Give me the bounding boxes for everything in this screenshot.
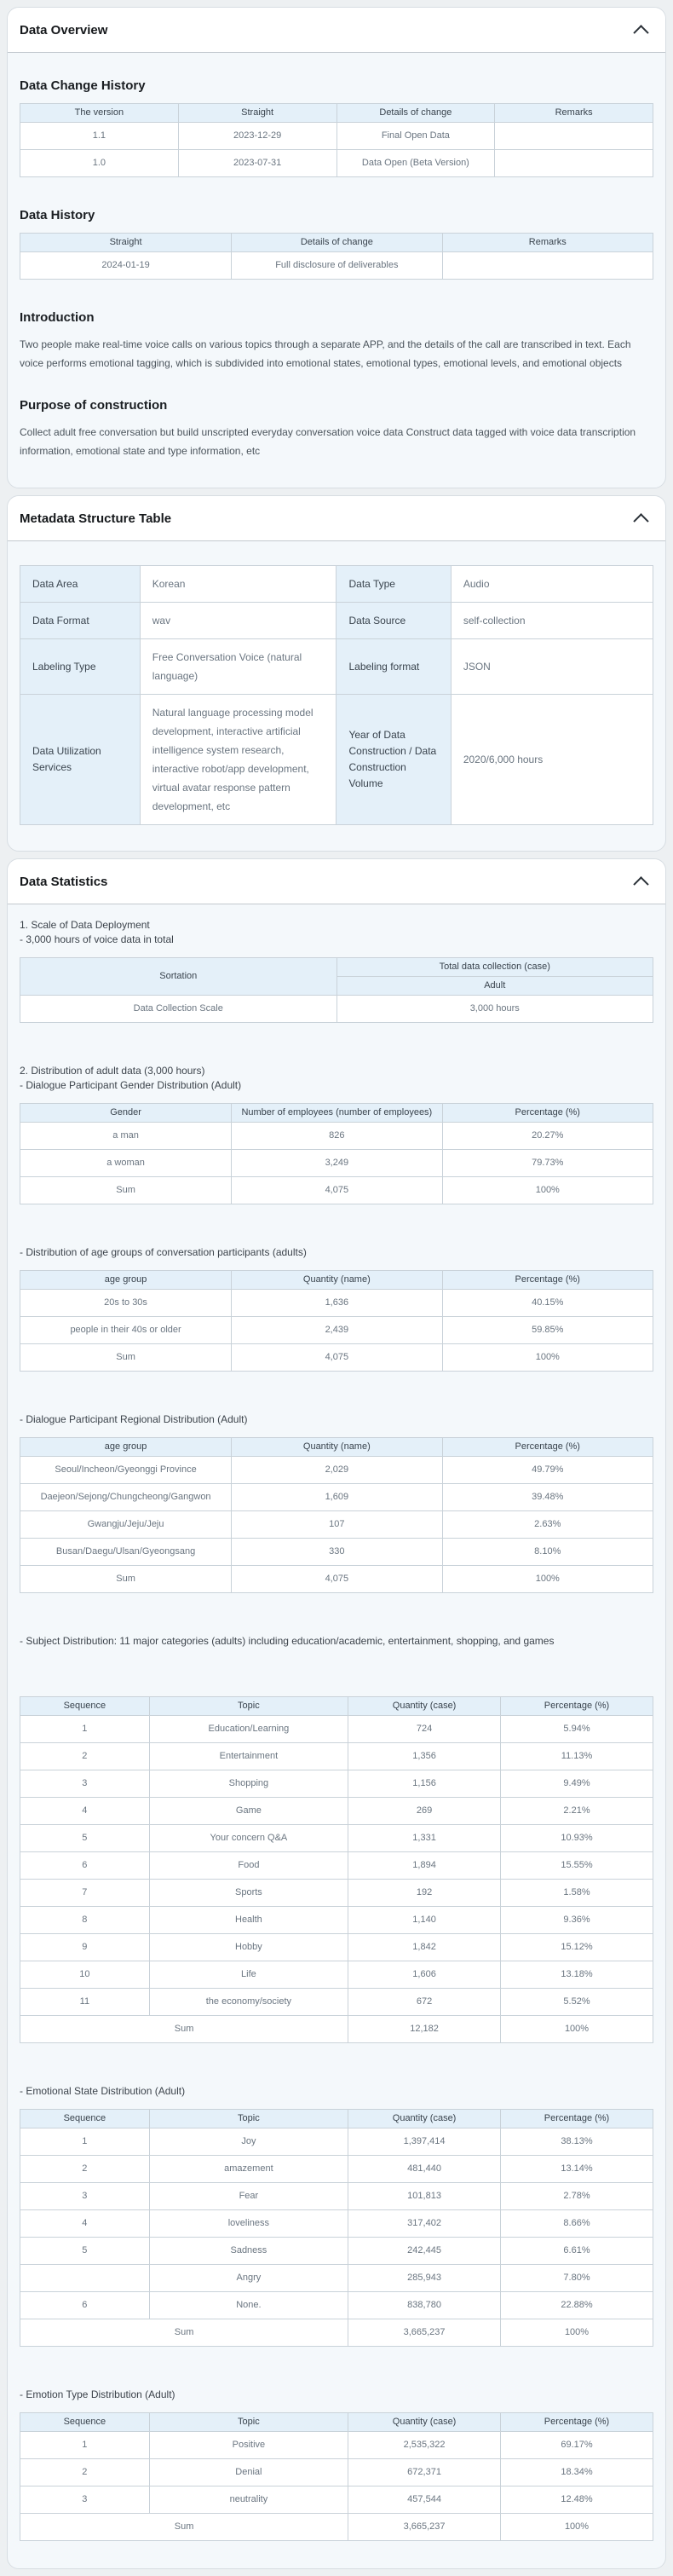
data-cell: 481,440	[348, 2156, 501, 2183]
change-history-heading: Data Change History	[20, 78, 146, 93]
data-cell: a woman	[20, 1150, 232, 1177]
metadata-header[interactable]	[8, 496, 665, 541]
data-cell: wav	[140, 603, 336, 639]
data-cell: 2024-01-19	[20, 252, 232, 280]
table-row	[20, 1566, 653, 1593]
table-row	[20, 104, 653, 123]
table-row	[20, 2016, 653, 2043]
data-cell: 15.55%	[501, 1852, 653, 1880]
data-cell: Game	[149, 1798, 348, 1825]
data-cell: 285,943	[348, 2265, 501, 2292]
header-cell: Total data collection (case)	[336, 958, 653, 977]
table-row	[20, 123, 653, 150]
data-cell: 10.93%	[501, 1825, 653, 1852]
data-overview-section	[7, 7, 666, 488]
table-row	[20, 1934, 653, 1961]
table-row	[20, 566, 653, 603]
data-cell: 1,356	[348, 1743, 501, 1770]
data-cell: 4,075	[232, 1344, 442, 1372]
metadata-body	[8, 541, 665, 851]
data-cell: 18.34%	[501, 2459, 653, 2486]
data-cell: 15.12%	[501, 1934, 653, 1961]
chevron-up-icon[interactable]	[633, 876, 648, 892]
data-cell: None.	[149, 2292, 348, 2319]
header-cell: Number of employees (number of employees)	[232, 1104, 442, 1123]
distribution-heading: 2. Distribution of adult data (3,000 hours)	[20, 1065, 205, 1077]
data-cell: 1.1	[20, 123, 179, 150]
table-row	[20, 1825, 653, 1852]
data-statistics-body	[8, 904, 665, 2568]
data-cell: 59.85%	[442, 1317, 653, 1344]
data-cell: 11	[20, 1989, 150, 2016]
data-cell: 3,000 hours	[336, 996, 653, 1023]
table-row	[20, 1123, 653, 1150]
data-cell: Korean	[140, 566, 336, 603]
data-cell: 1,636	[232, 1290, 442, 1317]
data-statistics-header[interactable]	[8, 859, 665, 904]
table-row	[20, 2238, 653, 2265]
table-row	[20, 2432, 653, 2459]
header-cell: Percentage (%)	[442, 1271, 653, 1290]
data-cell: 20.27%	[442, 1123, 653, 1150]
table-row	[20, 996, 653, 1023]
gender-heading: - Dialogue Participant Gender Distribution (Adult)	[20, 1079, 242, 1091]
scale-heading: 1. Scale of Data Deployment	[20, 919, 150, 931]
data-cell: neutrality	[149, 2486, 348, 2514]
table-row	[20, 2156, 653, 2183]
data-cell: 2,029	[232, 1457, 442, 1484]
data-cell: 5.94%	[501, 1716, 653, 1743]
table-row	[20, 150, 653, 177]
data-cell: 1	[20, 2432, 150, 2459]
data-cell: 2.78%	[501, 2183, 653, 2210]
data-cell: Sum	[20, 2319, 348, 2347]
data-cell: loveliness	[149, 2210, 348, 2238]
data-cell: 1	[20, 1716, 150, 1743]
data-cell: 100%	[442, 1566, 653, 1593]
header-cell: Straight	[20, 234, 232, 252]
data-cell: 330	[232, 1539, 442, 1566]
data-cell: 4	[20, 2210, 150, 2238]
header-cell: age group	[20, 1438, 232, 1457]
header-cell: Adult	[336, 977, 653, 996]
table-row	[20, 1271, 653, 1290]
section-title: Data Overview	[20, 22, 108, 38]
data-cell: 9	[20, 1934, 150, 1961]
header-cell: Gender	[20, 1104, 232, 1123]
table-row	[20, 1852, 653, 1880]
data-cell: 1.58%	[501, 1880, 653, 1907]
data-cell	[442, 252, 653, 280]
data-cell: 838,780	[348, 2292, 501, 2319]
table-row	[20, 639, 653, 695]
data-cell: 2.63%	[442, 1511, 653, 1539]
header-cell: Quantity (case)	[348, 2110, 501, 2128]
data-cell: 9.49%	[501, 1770, 653, 1798]
table-row	[20, 234, 653, 252]
table-row	[20, 1484, 653, 1511]
subject-heading: - Subject Distribution: 11 major categories (adults) including education/academic, entertainment, shopping, and games	[20, 1635, 555, 1647]
table-row	[20, 1317, 653, 1344]
table-row	[20, 2128, 653, 2156]
data-cell: 1,609	[232, 1484, 442, 1511]
header-cell: Quantity (case)	[348, 2413, 501, 2432]
emotion-type-table	[20, 2412, 653, 2541]
data-cell: 2023-07-31	[178, 150, 336, 177]
data-overview-header[interactable]	[8, 8, 665, 53]
data-cell: 1,140	[348, 1907, 501, 1934]
table-row	[20, 695, 653, 825]
data-cell: 8.10%	[442, 1539, 653, 1566]
data-cell: 242,445	[348, 2238, 501, 2265]
header-cell: Details of change	[232, 234, 442, 252]
age-table	[20, 1270, 653, 1372]
data-statistics-section	[7, 858, 666, 2569]
header-cell: Quantity (name)	[232, 1271, 442, 1290]
data-cell: Daejeon/Sejong/Chungcheong/Gangwon	[20, 1484, 232, 1511]
header-cell: The version	[20, 104, 179, 123]
data-cell: Sports	[149, 1880, 348, 1907]
data-cell: 2	[20, 2459, 150, 2486]
table-row	[20, 1438, 653, 1457]
data-cell: 20s to 30s	[20, 1290, 232, 1317]
header-cell: Straight	[178, 104, 336, 123]
data-cell	[495, 150, 653, 177]
data-cell: 457,544	[348, 2486, 501, 2514]
data-cell	[495, 123, 653, 150]
data-cell: Natural language processing model development, interactive artificial intelligence system research, interactive robot/app development, virtual avatar response pattern development, etc	[140, 695, 336, 825]
table-row	[20, 2110, 653, 2128]
data-cell: 317,402	[348, 2210, 501, 2238]
data-cell: 7.80%	[501, 2265, 653, 2292]
data-cell: 3	[20, 2486, 150, 2514]
data-cell: 5.52%	[501, 1989, 653, 2016]
emotion-state-table	[20, 2109, 653, 2347]
section-title: Data Statistics	[20, 874, 108, 889]
data-cell: 2,535,322	[348, 2432, 501, 2459]
header-cell: Percentage (%)	[442, 1438, 653, 1457]
data-cell: Data Open (Beta Version)	[336, 150, 495, 177]
scale-table	[20, 957, 653, 1023]
table-row	[20, 2292, 653, 2319]
data-cell: 724	[348, 1716, 501, 1743]
table-row	[20, 1539, 653, 1566]
table-row	[20, 2514, 653, 2541]
header-cell: Labeling format	[336, 639, 451, 695]
data-cell: Sum	[20, 2016, 348, 2043]
data-cell: Audio	[451, 566, 653, 603]
table-row	[20, 1697, 653, 1716]
data-cell: Entertainment	[149, 1743, 348, 1770]
data-cell: Education/Learning	[149, 1716, 348, 1743]
data-cell: 3	[20, 1770, 150, 1798]
data-cell: 12.48%	[501, 2486, 653, 2514]
data-cell: 101,813	[348, 2183, 501, 2210]
header-cell: Details of change	[336, 104, 495, 123]
data-cell: 2,439	[232, 1317, 442, 1344]
data-cell: 3	[20, 2183, 150, 2210]
data-cell: 8	[20, 1907, 150, 1934]
data-cell: Seoul/Incheon/Gyeonggi Province	[20, 1457, 232, 1484]
data-cell: 3,665,237	[348, 2319, 501, 2347]
chevron-up-icon[interactable]	[633, 513, 648, 528]
introduction-text: Two people make real-time voice calls on various topics through a separate APP, and the details of the call are transcribed in text. Each voice performs emotional tagging, which is subdivided into emotional states, emotional types, emotional levels, and emotional objects	[20, 338, 631, 369]
data-overview-body	[8, 53, 665, 488]
data-cell: 1,331	[348, 1825, 501, 1852]
data-cell: Hobby	[149, 1934, 348, 1961]
data-cell: 1,397,414	[348, 2128, 501, 2156]
data-cell: 1,894	[348, 1852, 501, 1880]
data-cell: 49.79%	[442, 1457, 653, 1484]
data-cell: Food	[149, 1852, 348, 1880]
data-cell: 69.17%	[501, 2432, 653, 2459]
header-cell: Topic	[149, 1697, 348, 1716]
table-row	[20, 603, 653, 639]
data-cell: Health	[149, 1907, 348, 1934]
data-cell: 6	[20, 1852, 150, 1880]
table-row	[20, 1743, 653, 1770]
table-row	[20, 252, 653, 280]
data-cell: 1,156	[348, 1770, 501, 1798]
data-cell: Life	[149, 1961, 348, 1989]
table-row	[20, 2183, 653, 2210]
data-cell: 826	[232, 1123, 442, 1150]
data-cell: the economy/society	[149, 1989, 348, 2016]
data-cell: 2023-12-29	[178, 123, 336, 150]
data-cell: Your concern Q&A	[149, 1825, 348, 1852]
header-cell: Topic	[149, 2413, 348, 2432]
data-cell: 13.18%	[501, 1961, 653, 1989]
table-row	[20, 1104, 653, 1123]
table-row	[20, 2413, 653, 2432]
table-row	[20, 1150, 653, 1177]
data-cell: 269	[348, 1798, 501, 1825]
table-row	[20, 1344, 653, 1372]
header-cell: Year of Data Construction / Data Construction Volume	[336, 695, 451, 825]
header-cell: Data Source	[336, 603, 451, 639]
data-cell: Sum	[20, 1177, 232, 1204]
header-cell: Percentage (%)	[501, 1697, 653, 1716]
data-cell: 4	[20, 1798, 150, 1825]
data-cell: 5	[20, 2238, 150, 2265]
table-row	[20, 1907, 653, 1934]
table-row	[20, 2459, 653, 2486]
table-row	[20, 1177, 653, 1204]
header-cell: Data Format	[20, 603, 141, 639]
data-cell: Sum	[20, 2514, 348, 2541]
data-cell: 107	[232, 1511, 442, 1539]
metadata-section	[7, 495, 666, 852]
data-cell: 100%	[501, 2319, 653, 2347]
data-cell: 100%	[501, 2016, 653, 2043]
data-cell: 192	[348, 1880, 501, 1907]
data-cell: people in their 40s or older	[20, 1317, 232, 1344]
age-heading: - Distribution of age groups of conversation participants (adults)	[20, 1246, 307, 1258]
header-cell: Sequence	[20, 1697, 150, 1716]
header-cell: Sequence	[20, 2110, 150, 2128]
data-cell: Busan/Daegu/Ulsan/Gyeongsang	[20, 1539, 232, 1566]
data-cell: 672,371	[348, 2459, 501, 2486]
scale-heading-block	[20, 918, 653, 947]
data-cell: 1,842	[348, 1934, 501, 1961]
data-cell: 39.48%	[442, 1484, 653, 1511]
data-cell: 11.13%	[501, 1743, 653, 1770]
data-cell: Fear	[149, 2183, 348, 2210]
table-row	[20, 1880, 653, 1907]
data-cell: 12,182	[348, 2016, 501, 2043]
header-cell: Quantity (case)	[348, 1697, 501, 1716]
data-cell: 38.13%	[501, 2128, 653, 2156]
data-cell: 3,249	[232, 1150, 442, 1177]
distribution-heading-block	[20, 1064, 653, 1093]
data-cell: 13.14%	[501, 2156, 653, 2183]
data-cell: Denial	[149, 2459, 348, 2486]
section-title: Metadata Structure Table	[20, 511, 172, 526]
table-row	[20, 1511, 653, 1539]
emotion-state-heading: - Emotional State Distribution (Adult)	[20, 2085, 186, 2097]
chevron-up-icon[interactable]	[633, 25, 648, 40]
header-cell: Percentage (%)	[442, 1104, 653, 1123]
data-cell: Positive	[149, 2432, 348, 2459]
data-cell: 10	[20, 1961, 150, 1989]
data-cell: 1	[20, 2128, 150, 2156]
data-cell: 2020/6,000 hours	[451, 695, 653, 825]
data-history-heading: Data History	[20, 208, 95, 222]
table-row	[20, 2486, 653, 2514]
table-row	[20, 1961, 653, 1989]
header-cell: Quantity (name)	[232, 1438, 442, 1457]
data-cell: 100%	[442, 1344, 653, 1372]
data-cell: 6	[20, 2292, 150, 2319]
data-cell: 1.0	[20, 150, 179, 177]
table-row	[20, 2265, 653, 2292]
data-cell: 22.88%	[501, 2292, 653, 2319]
header-cell: Percentage (%)	[501, 2110, 653, 2128]
data-cell: JSON	[451, 639, 653, 695]
data-cell: 40.15%	[442, 1290, 653, 1317]
data-cell: 3,665,237	[348, 2514, 501, 2541]
data-cell: 7	[20, 1880, 150, 1907]
header-cell: Data Type	[336, 566, 451, 603]
subject-table	[20, 1696, 653, 2043]
table-row	[20, 1798, 653, 1825]
header-cell: age group	[20, 1271, 232, 1290]
data-cell: Sadness	[149, 2238, 348, 2265]
table-row	[20, 958, 653, 977]
data-cell: Sum	[20, 1344, 232, 1372]
introduction-heading: Introduction	[20, 310, 95, 325]
region-table	[20, 1437, 653, 1593]
table-row	[20, 2210, 653, 2238]
data-cell: Sum	[20, 1566, 232, 1593]
data-cell: 79.73%	[442, 1150, 653, 1177]
header-cell: Sortation	[20, 958, 337, 996]
header-cell: Labeling Type	[20, 639, 141, 695]
header-cell: Data Utilization Services	[20, 695, 141, 825]
header-cell: Topic	[149, 2110, 348, 2128]
header-cell: Remarks	[495, 104, 653, 123]
emotion-type-heading: - Emotion Type Distribution (Adult)	[20, 2388, 175, 2400]
header-cell: Data Area	[20, 566, 141, 603]
table-row	[20, 1989, 653, 2016]
data-cell: Free Conversation Voice (natural language)	[140, 639, 336, 695]
data-cell: Joy	[149, 2128, 348, 2156]
data-cell: Angry	[149, 2265, 348, 2292]
data-cell: 6.61%	[501, 2238, 653, 2265]
data-cell: Data Collection Scale	[20, 996, 337, 1023]
header-cell: Percentage (%)	[501, 2413, 653, 2432]
data-history-table	[20, 233, 653, 280]
data-cell	[20, 2265, 150, 2292]
header-cell: Sequence	[20, 2413, 150, 2432]
gender-table	[20, 1103, 653, 1204]
data-cell: self-collection	[451, 603, 653, 639]
table-row	[20, 1457, 653, 1484]
data-cell: 2.21%	[501, 1798, 653, 1825]
data-cell: 4,075	[232, 1566, 442, 1593]
data-cell: 9.36%	[501, 1907, 653, 1934]
page	[0, 7, 673, 2569]
table-row	[20, 2319, 653, 2347]
data-cell: Gwangju/Jeju/Jeju	[20, 1511, 232, 1539]
data-cell: 5	[20, 1825, 150, 1852]
purpose-text: Collect adult free conversation but build unscripted everyday conversation voice data Construct data tagged with voice data transcription information, emotional state and type information, etc	[20, 426, 636, 457]
data-cell: Final Open Data	[336, 123, 495, 150]
purpose-heading: Purpose of construction	[20, 398, 168, 413]
table-row	[20, 1770, 653, 1798]
data-cell: Shopping	[149, 1770, 348, 1798]
region-heading: - Dialogue Participant Regional Distribution (Adult)	[20, 1413, 248, 1425]
data-cell: a man	[20, 1123, 232, 1150]
table-row	[20, 1716, 653, 1743]
data-cell: 100%	[501, 2514, 653, 2541]
data-cell: 2	[20, 1743, 150, 1770]
change-history-table	[20, 103, 653, 177]
data-cell: 2	[20, 2156, 150, 2183]
scale-subheading: - 3,000 hours of voice data in total	[20, 933, 174, 945]
data-cell: amazement	[149, 2156, 348, 2183]
data-cell: 100%	[442, 1177, 653, 1204]
data-cell: Full disclosure of deliverables	[232, 252, 442, 280]
metadata-table	[20, 565, 653, 825]
table-row	[20, 1290, 653, 1317]
data-cell: 1,606	[348, 1961, 501, 1989]
data-cell: 8.66%	[501, 2210, 653, 2238]
data-cell: 4,075	[232, 1177, 442, 1204]
data-cell: 672	[348, 1989, 501, 2016]
header-cell: Remarks	[442, 234, 653, 252]
